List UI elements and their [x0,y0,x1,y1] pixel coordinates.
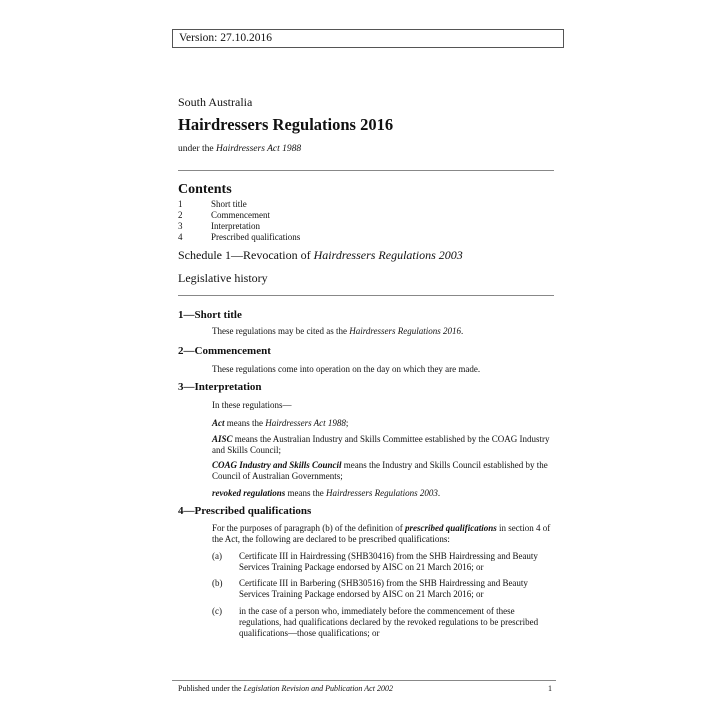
contents-item-label[interactable]: Prescribed qualifications [211,232,301,242]
definition-end: ; [345,418,349,428]
contents-item-label[interactable]: Commencement [211,210,270,220]
version-label: Version: 27.10.2016 [179,32,272,44]
definition-revoked-regulations [212,488,554,499]
regulation-title: Hairdressers Regulations 2016 [178,115,394,134]
section-2-text: These regulations come into operation on the day on which they are made. [212,364,481,374]
list-text: Certificate III in Hairdressing (SHB30416) from the SHB Hairdressing and Beauty Services Training Package endorsed by AISC on 21 March 2016; or [239,551,538,572]
contents-item[interactable] [178,232,300,243]
section-heading-prescribed-qualifications: 4—Prescribed qualifications [178,505,312,517]
page-number: 1 [548,684,552,693]
section-4-intro [212,523,554,545]
section-heading-commencement: 2—Commencement [178,345,271,357]
contents-item-number: 1 [178,199,183,209]
definition-term: COAG Industry and Skills Council [212,460,342,470]
contents-item[interactable] [178,210,300,221]
definition-text: means the [224,418,266,428]
list-label: (c) [212,606,222,616]
footer-act: Legislation Revision and Publication Act 2002 [243,684,393,693]
definition-term: Act [212,418,225,428]
s1-italic: Hairdressers Regulations 2016 [349,326,462,336]
definition-text: means the Australian Industry and Skills Committee established by the COAG Industry and Skills Council; [212,434,550,455]
contents-legislative-history[interactable]: Legislative history [178,271,268,285]
s1-suffix: . [461,326,464,336]
contents-schedule[interactable] [178,248,463,263]
contents-item-number: 3 [178,221,183,231]
definition-italic: Hairdressers Act 1988 [265,418,346,428]
definition-act [212,418,554,429]
contents-item[interactable] [178,199,300,210]
contents-item-label[interactable]: Interpretation [211,221,260,231]
contents-item[interactable] [178,221,300,232]
definition-text: means the [285,488,326,498]
version-box [172,29,564,48]
jurisdiction: South Australia [178,95,253,109]
section-3-intro: In these regulations— [212,400,292,410]
schedule-prefix: Schedule 1—Revocation of [178,248,314,262]
definition-end: . [437,488,441,498]
definition-term: prescribed qualifications [404,523,497,533]
s4-intro-b: in section 4 of the Act, the following are declared to be prescribed qualifications: [212,523,551,544]
contents-item-number: 4 [178,232,183,242]
section-heading-short-title: 1—Short title [178,309,242,321]
s4-intro-a: For the purposes of paragraph (b) of the definition of [212,523,405,533]
definition-term: revoked regulations [212,488,286,498]
footer-published [178,684,393,693]
definition-aisc [212,434,554,456]
list-text: in the case of a person who, immediately before the commencement of these regulations, had qualifications declared by the revoked regulations to be prescribed qualifications—those qualifications; or [239,606,539,638]
contents-item-number: 2 [178,210,183,220]
under-act-name: Hairdressers Act 1988 [216,144,302,154]
qualification-item [212,551,554,573]
divider [178,170,554,171]
footer-divider [172,680,556,681]
under-prefix: under the [178,144,216,154]
section-1-text [212,326,554,337]
qualification-item [212,578,554,600]
contents-item-label[interactable]: Short title [211,199,247,209]
definition-coag [212,460,554,482]
under-act-line [178,144,301,154]
list-label: (a) [212,551,222,561]
definition-text: means the Industry and Skills Council established by the Council of Australian Governments; [212,460,548,481]
section-heading-interpretation: 3—Interpretation [178,381,262,393]
contents-heading: Contents [178,182,232,197]
definition-italic: Hairdressers Regulations 2003 [326,488,438,498]
list-text: Certificate III in Barbering (SHB30516) from the SHB Hairdressing and Beauty Services Training Package endorsed by AISC on 21 March 2016; or [239,578,528,599]
divider [178,295,554,296]
definition-term: AISC [212,434,233,444]
qualification-item [212,606,554,639]
list-label: (b) [212,578,223,588]
contents-list [178,199,300,243]
s1-prefix: These regulations may be cited as the [212,326,350,336]
footer-prefix: Published under the [178,684,244,693]
schedule-name: Hairdressers Regulations 2003 [313,248,463,262]
